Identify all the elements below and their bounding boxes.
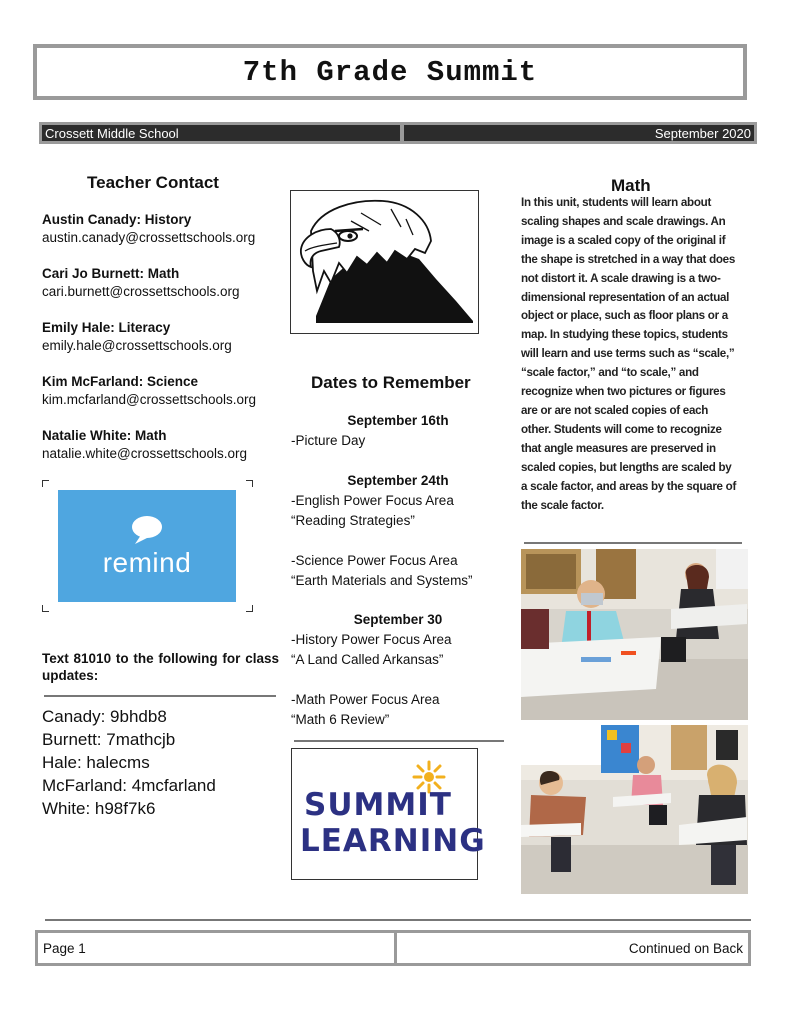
- info-bar: [39, 122, 757, 144]
- frame-corner: [246, 480, 253, 487]
- right-divider: [524, 542, 742, 544]
- date-sept-30-items: [291, 630, 452, 730]
- remind-codes: [42, 705, 216, 820]
- classroom-photo-1: [521, 549, 748, 720]
- date-item: -Math Power Focus Area: [291, 692, 440, 707]
- contact-email[interactable]: emily.hale@crossettschools.org: [42, 338, 232, 353]
- contact-name: Cari Jo Burnett: Math: [42, 266, 180, 281]
- eagle-mascot-image: [291, 191, 477, 332]
- teacher-contact-heading: Teacher Contact: [87, 173, 219, 192]
- footer-divider: [45, 919, 751, 921]
- date-sept-16: September 16th: [347, 413, 449, 428]
- page-number: Page 1: [43, 941, 86, 956]
- date-sept-24: September 24th: [347, 473, 449, 488]
- footer-bar: [35, 930, 751, 966]
- info-bar-divider: [400, 122, 404, 144]
- date-sept-24-items: [291, 491, 473, 591]
- eagle-image-frame: [290, 190, 479, 334]
- frame-corner: [246, 605, 253, 612]
- continued-note: Continued on Back: [628, 941, 743, 956]
- date-item: “A Land Called Arkansas”: [291, 652, 444, 667]
- middle-divider: [294, 740, 504, 742]
- contact-email[interactable]: natalie.white@crossettschools.org: [42, 446, 248, 461]
- contact-kim-mcfarland: [42, 374, 256, 407]
- math-description: In this unit, students will learn about scaling shapes and scale drawings. An image is a scaled copy of the original if the shape is stretched in a way that does not distort it. A scale drawing is a two-dimensional representation of an actual object or place, such as floor plans or a map. In studying these topics, students will learn and use terms such as “scale,” “scale factor,” and “to scale,” and recognize when two pictures or figures are or are not scaled copies of each other. Students will come to recognize that angle measures are preserved in scaled copies, but lengths are scaled by a scale factor, and areas by the square of the scale factor.: [521, 195, 737, 512]
- date-sept-30: September 30: [353, 612, 443, 627]
- code-hale: Hale: halecms: [42, 753, 150, 772]
- summit-learning-logo-frame: [291, 748, 486, 880]
- code-burnett: Burnett: 7mathcjb: [42, 730, 176, 749]
- remind-bubble-icon: [58, 490, 236, 550]
- date-sept-16-items: [291, 431, 365, 451]
- contact-natalie-white: [42, 428, 247, 461]
- contact-email[interactable]: cari.burnett@crossettschools.org: [42, 284, 240, 299]
- remind-logo: [58, 490, 236, 602]
- contact-email[interactable]: kim.mcfarland@crossettschools.org: [42, 392, 257, 407]
- classroom-photo-1-image: [521, 549, 748, 720]
- date-item: -Science Power Focus Area: [291, 553, 458, 568]
- contact-name: Kim McFarland: Science: [42, 374, 199, 389]
- contact-emily-hale: [42, 320, 232, 353]
- date-item: “Math 6 Review”: [291, 712, 390, 727]
- learning-wordmark: LEARNING: [300, 823, 486, 859]
- contact-name: Emily Hale: Literacy: [42, 320, 171, 335]
- classroom-photo-2-image: [521, 725, 748, 894]
- dates-heading: Dates to Remember: [311, 373, 471, 392]
- date-item-spacer: [291, 531, 473, 551]
- code-canady: Canady: 9bhdb8: [42, 707, 167, 726]
- code-white: White: h98f7k6: [42, 799, 156, 818]
- footer-bar-divider: [394, 930, 397, 966]
- contact-austin-canady: [42, 212, 255, 245]
- remind-instructions: Text 81010 to the following for class updates:: [42, 651, 279, 683]
- frame-corner: [42, 480, 49, 487]
- date-item: “Earth Materials and Systems”: [291, 573, 473, 588]
- frame-corner: [42, 605, 49, 612]
- math-heading: Math: [611, 176, 651, 195]
- contact-cari-jo-burnett: [42, 266, 240, 299]
- newsletter-title-box: [33, 44, 747, 100]
- date-item: -Picture Day: [291, 433, 366, 448]
- school-name: Crossett Middle School: [45, 126, 179, 141]
- code-mcfarland: McFarland: 4mcfarland: [42, 776, 216, 795]
- remind-logo-frame: [42, 480, 253, 612]
- left-divider: [44, 695, 276, 697]
- contact-email[interactable]: austin.canady@crossettschools.org: [42, 230, 256, 245]
- summit-wordmark: SUMMIT: [304, 787, 452, 823]
- classroom-photo-2: [521, 725, 748, 894]
- contact-name: Natalie White: Math: [42, 428, 167, 443]
- date-item: “Reading Strategies”: [291, 513, 415, 528]
- date-item: -History Power Focus Area: [291, 632, 452, 647]
- remind-wordmark: remind: [102, 547, 192, 578]
- date-item: -English Power Focus Area: [291, 493, 454, 508]
- contact-name: Austin Canady: History: [42, 212, 192, 227]
- issue-date: September 2020: [654, 126, 751, 141]
- newsletter-title: 7th Grade Summit: [242, 55, 538, 89]
- date-item-spacer: [291, 670, 452, 690]
